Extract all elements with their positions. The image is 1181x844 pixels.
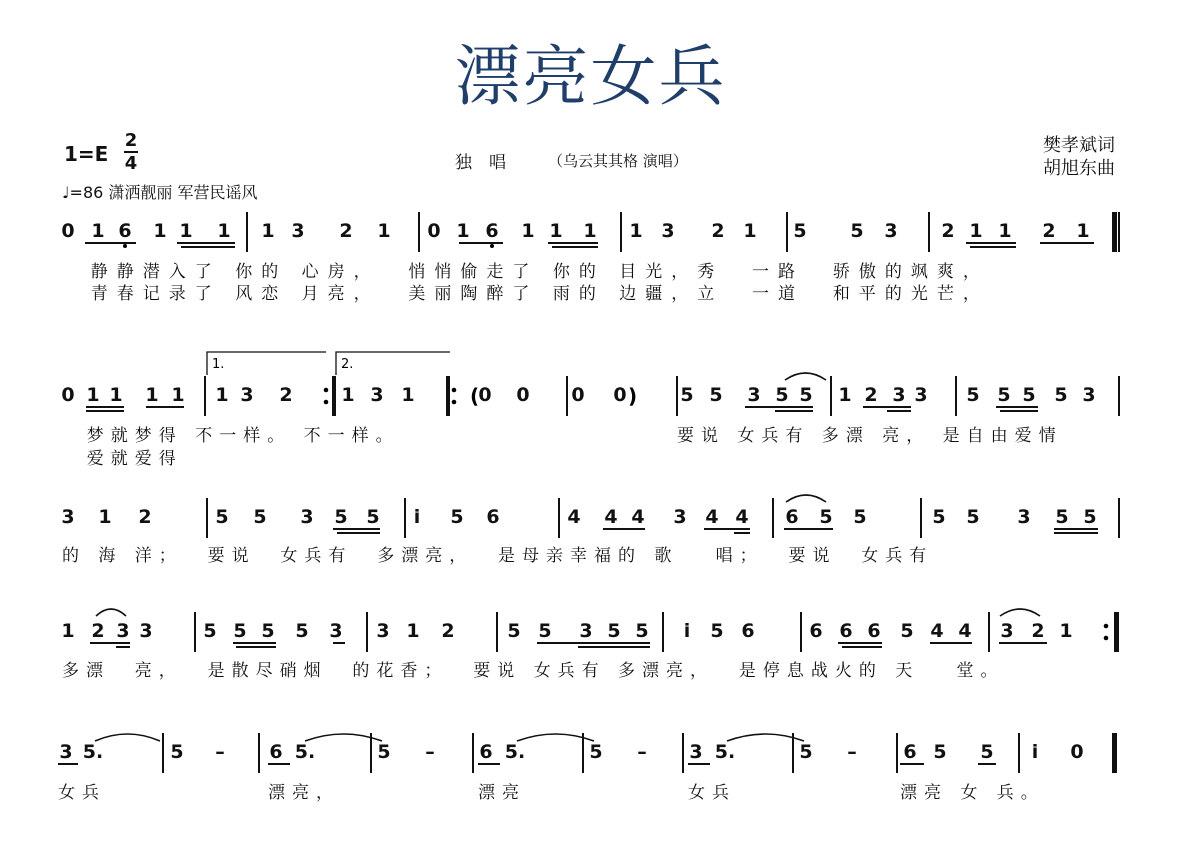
note: 0 — [478, 384, 492, 406]
note: 0 — [61, 384, 75, 406]
octave-dot — [123, 244, 127, 248]
note: 3 — [689, 741, 703, 763]
note: 5 — [261, 620, 275, 642]
note: 1 — [261, 220, 275, 242]
note: 0 — [61, 220, 75, 242]
note: 5 — [589, 741, 603, 763]
note: 1 — [456, 220, 470, 242]
note: 4 — [958, 620, 972, 642]
note: 2 — [91, 620, 105, 642]
note: 1 — [998, 220, 1012, 242]
note: 5 — [450, 506, 464, 528]
note: 5 — [507, 620, 521, 642]
note: 5 — [932, 506, 946, 528]
lyric-line: 的 海 洋； 要说 女兵有 多漂亮， 是母亲幸福的 歌 唱； 要说 女兵有 — [62, 546, 934, 566]
note: – — [215, 741, 225, 763]
repeat-dot — [1104, 636, 1109, 641]
note: 3 — [1082, 384, 1096, 406]
note: 1 — [549, 220, 563, 242]
note: 5 — [775, 384, 789, 406]
note: 4 — [604, 506, 618, 528]
note: 5 — [1022, 384, 1036, 406]
note: 1 — [217, 220, 231, 242]
note: 5 — [853, 506, 867, 528]
note: 2 — [1031, 620, 1045, 642]
note: 0 — [1070, 741, 1084, 763]
note: 1 — [521, 220, 535, 242]
performer: （乌云其其格 演唱） — [548, 152, 688, 170]
note: 5 — [819, 506, 833, 528]
note: 3 — [914, 384, 928, 406]
note: 6 — [741, 620, 755, 642]
note: 3 — [370, 384, 384, 406]
lyric-line: 青春记录了 风恋 月亮， 美丽陶醉了 雨的 边疆，立 一道 和平的光芒， — [62, 284, 989, 304]
note: 3 — [300, 506, 314, 528]
note: 5 — [980, 741, 994, 763]
note: 1 — [377, 220, 391, 242]
repeat-dot — [452, 400, 457, 405]
slur — [95, 734, 160, 741]
note: 5 — [170, 741, 184, 763]
tempo-marking: ♩=86 潇洒靓丽 军营民谣风 — [62, 183, 258, 202]
note: 5 — [1055, 506, 1069, 528]
lyric-line: 爱就爱得 — [62, 449, 183, 469]
note: 6 — [269, 741, 283, 763]
repeat-dot — [324, 388, 329, 393]
note: 6 — [485, 220, 499, 242]
note: 6 — [785, 506, 799, 528]
lyric-line: 梦就梦得 不一样。 不一样。 — [62, 426, 400, 446]
note: 3 — [661, 220, 675, 242]
note: 1 — [341, 384, 355, 406]
note: 5 — [538, 620, 552, 642]
note: 6 — [867, 620, 881, 642]
note: 5 — [366, 506, 380, 528]
note: – — [425, 741, 435, 763]
note: 3 — [579, 620, 593, 642]
note: 6 — [839, 620, 853, 642]
lyric-line: 要说 女兵有 多漂 亮， 是自由爱情 — [677, 426, 1063, 446]
note: 0 — [516, 384, 530, 406]
repeat-dot — [324, 400, 329, 405]
note: 3 — [1017, 506, 1031, 528]
slur — [727, 734, 804, 741]
note: 4 — [567, 506, 581, 528]
note: 1 — [1059, 620, 1073, 642]
note: 5. — [82, 741, 104, 763]
note: 1 — [91, 220, 105, 242]
note: 6 — [479, 741, 493, 763]
note: 1 — [179, 220, 193, 242]
note: 5 — [900, 620, 914, 642]
lyric-line: 多漂 亮， 是散尽硝烟 的花香； 要说 女兵有 多漂亮， 是停息战火的 天 堂。 — [62, 661, 1005, 681]
lyric-line: 漂亮 女 兵。 — [900, 783, 1045, 803]
slur — [96, 609, 126, 616]
note: 3 — [59, 741, 73, 763]
note: 5 — [635, 620, 649, 642]
lyricist-credit: 樊孝斌词 — [1043, 135, 1115, 156]
note: 5. — [504, 741, 526, 763]
note: 1 — [743, 220, 757, 242]
note: 1 — [969, 220, 983, 242]
octave-dot — [490, 244, 494, 248]
note: 1 — [109, 384, 123, 406]
note: 1 — [153, 220, 167, 242]
note: 1 — [629, 220, 643, 242]
note: 1 — [61, 620, 75, 642]
volta-bracket — [207, 352, 326, 375]
note: 5 — [377, 741, 391, 763]
note: 6 — [903, 741, 917, 763]
note: 3 — [376, 620, 390, 642]
note: 5 — [799, 384, 813, 406]
lyric-line: 漂亮， — [268, 783, 340, 803]
composer-credit: 胡旭东曲 — [1043, 158, 1115, 179]
note: 1 — [98, 506, 112, 528]
note: 1 — [838, 384, 852, 406]
note: 1 — [171, 384, 185, 406]
note: i — [413, 506, 421, 528]
note: 6 — [118, 220, 132, 242]
note: 3 — [884, 220, 898, 242]
note: – — [847, 741, 857, 763]
note: 1 — [215, 384, 229, 406]
lyric-line: 女兵 — [58, 783, 106, 803]
volta-label: 2. — [341, 357, 354, 372]
slur — [785, 373, 826, 380]
note: 5 — [850, 220, 864, 242]
note: 5 — [215, 506, 229, 528]
note: 2 — [138, 506, 152, 528]
note: 2 — [339, 220, 353, 242]
note: 5 — [253, 506, 267, 528]
note: 0 — [571, 384, 585, 406]
note: 3 — [673, 506, 687, 528]
note: 5 — [966, 384, 980, 406]
note: i — [683, 620, 691, 642]
repeat-dot — [452, 388, 457, 393]
performance-type: 独 唱 — [455, 153, 506, 173]
note: 1 — [401, 384, 415, 406]
note: 5 — [680, 384, 694, 406]
note: 5 — [793, 220, 807, 242]
note: 0 — [427, 220, 441, 242]
note: 4 — [930, 620, 944, 642]
note: 3 — [240, 384, 254, 406]
note: 5 — [295, 620, 309, 642]
slur — [786, 495, 826, 502]
note: 4 — [705, 506, 719, 528]
note: 5 — [710, 620, 724, 642]
note: 5 — [799, 741, 813, 763]
note: 5 — [966, 506, 980, 528]
slur — [305, 734, 382, 741]
note: 3 — [139, 620, 153, 642]
lyric-line: 女兵 — [688, 783, 736, 803]
slur — [517, 734, 594, 741]
note: 5 — [709, 384, 723, 406]
lyric-line: 静静潜入了 你的 心房， 悄悄偷走了 你的 目光，秀 一路 骄傲的飒爽， — [62, 262, 989, 282]
note: 5 — [997, 384, 1011, 406]
note: 3 — [291, 220, 305, 242]
note: 1 — [583, 220, 597, 242]
note: 5 — [607, 620, 621, 642]
note: 5 — [233, 620, 247, 642]
note: i — [1031, 741, 1039, 763]
note: 2 — [711, 220, 725, 242]
note: 3 — [61, 506, 75, 528]
note: 1 — [406, 620, 420, 642]
paren-mark: ) — [628, 384, 638, 408]
song-title: 漂亮女兵 — [454, 38, 727, 115]
note: 1 — [145, 384, 159, 406]
note: 1 — [1076, 220, 1090, 242]
note: 5. — [294, 741, 316, 763]
key-signature: 1=E — [64, 142, 109, 166]
note: 3 — [1000, 620, 1014, 642]
note: 3 — [747, 384, 761, 406]
note: 1 — [86, 384, 100, 406]
note: 6 — [809, 620, 823, 642]
note: 5. — [714, 741, 736, 763]
note: 5 — [1083, 506, 1097, 528]
note: 4 — [735, 506, 749, 528]
note: 3 — [116, 620, 130, 642]
note: – — [637, 741, 647, 763]
note: 0 — [613, 384, 627, 406]
slur — [1000, 609, 1040, 616]
note: 6 — [486, 506, 500, 528]
note: 2 — [441, 620, 455, 642]
note: 5 — [1054, 384, 1068, 406]
note: 3 — [892, 384, 906, 406]
note: 5 — [933, 741, 947, 763]
lyric-line: 漂亮 — [478, 783, 526, 803]
repeat-dot — [1104, 624, 1109, 629]
note: 5 — [334, 506, 348, 528]
note: 4 — [631, 506, 645, 528]
note: 2 — [864, 384, 878, 406]
note: 3 — [329, 620, 343, 642]
note: 5 — [203, 620, 217, 642]
note: 2 — [941, 220, 955, 242]
paren-mark: ( — [470, 384, 480, 408]
time-sig-bottom: 4 — [124, 153, 138, 174]
volta-label: 1. — [212, 357, 225, 372]
time-sig-top: 2 — [124, 130, 138, 151]
note: 2 — [279, 384, 293, 406]
note: 2 — [1042, 220, 1056, 242]
